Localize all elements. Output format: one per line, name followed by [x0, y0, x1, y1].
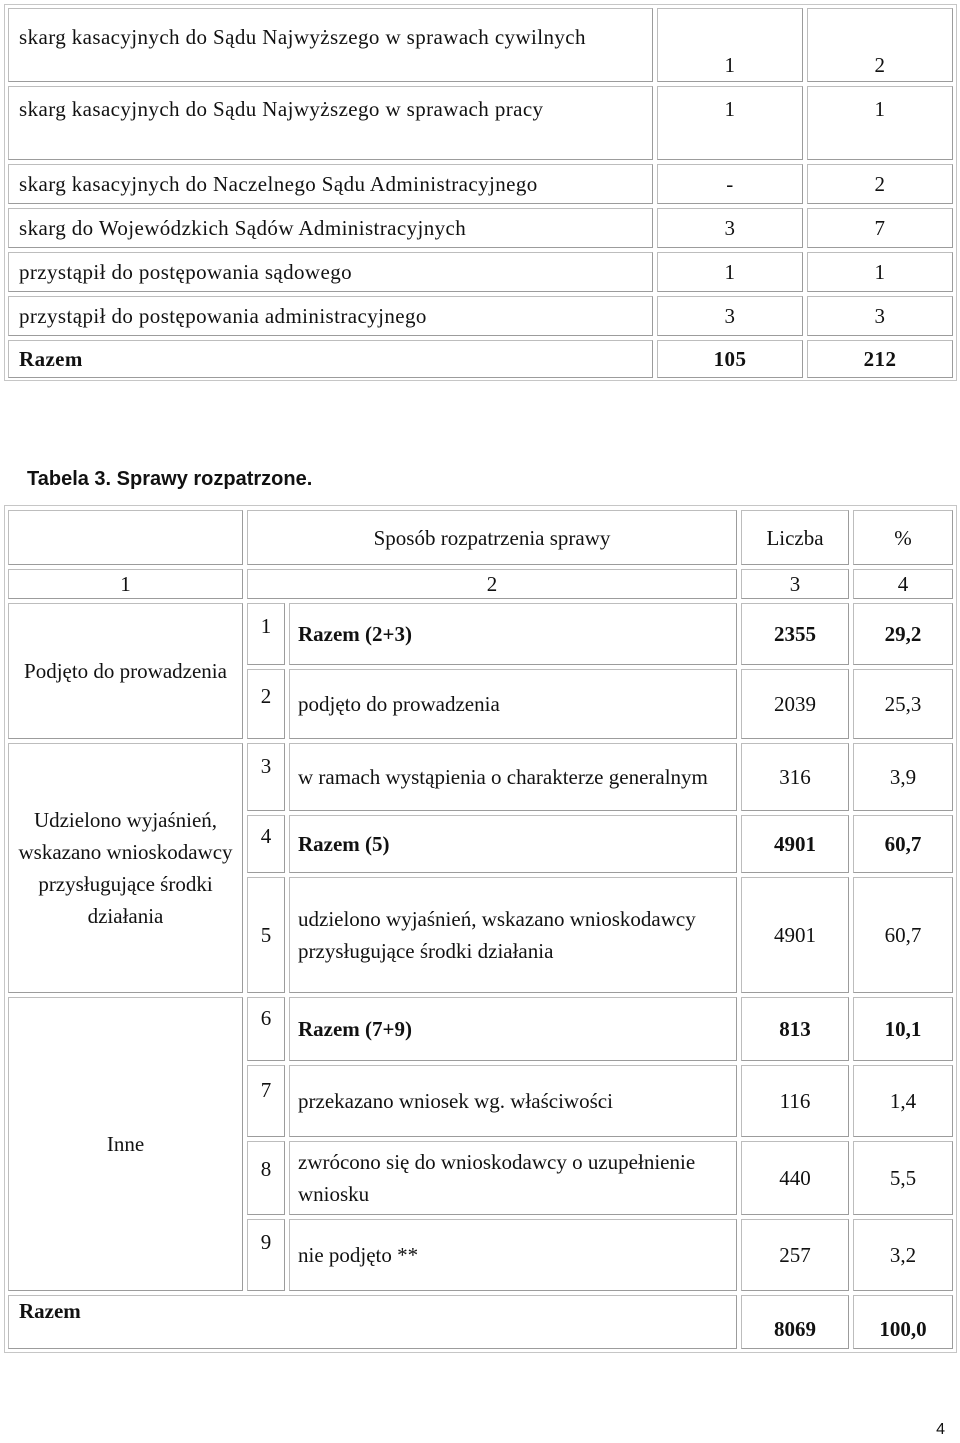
table2-total-pct: 100,0	[853, 1295, 953, 1349]
table2-total-label: Razem	[8, 1295, 737, 1349]
table2-row5-pct: 60,7	[853, 877, 953, 993]
table1-row4-c2: 7	[807, 208, 953, 248]
table1-row4-c1: 3	[657, 208, 803, 248]
table2-row1-label: Razem (2+3)	[289, 603, 737, 665]
table2-header-method: Sposób rozpatrzenia sprawy	[247, 510, 737, 565]
table2-row8-label: zwrócono się do wnioskodawcy o uzupełnienie wniosku	[289, 1141, 737, 1215]
table2-row7-label: przekazano wniosek wg. właściwości	[289, 1065, 737, 1137]
table2-row9-no: 9	[247, 1219, 285, 1291]
table1-row2-c2: 1	[807, 86, 953, 160]
table2-row3-pct: 3,9	[853, 743, 953, 811]
table1-row6-c2: 3	[807, 296, 953, 336]
table2-row6-no: 6	[247, 997, 285, 1061]
table2-colnum-4: 4	[853, 569, 953, 599]
table2-row4-count: 4901	[741, 815, 849, 873]
table2-row5-label: udzielono wyjaśnień, wskazano wnioskodawcy przysługujące środki działania	[289, 877, 737, 993]
table2-row8-count: 440	[741, 1141, 849, 1215]
table2-colnum-3: 3	[741, 569, 849, 599]
table2-group-1: Podjęto do prowadzenia	[8, 603, 243, 739]
table2-row3-label: w ramach wystąpienia o charakterze generalnym	[289, 743, 737, 811]
table2-row1-no: 1	[247, 603, 285, 665]
table2-group-3: Inne	[8, 997, 243, 1291]
table2-total-count: 8069	[741, 1295, 849, 1349]
table1-row3-label: skarg kasacyjnych do Naczelnego Sądu Administracyjnego	[8, 164, 653, 204]
table2-group-2: Udzielono wyjaśnień, wskazano wnioskodawcy przysługujące środki działania	[8, 743, 243, 993]
table2-row6-pct: 10,1	[853, 997, 953, 1061]
table2-row1-count: 2355	[741, 603, 849, 665]
table2-row8-pct: 5,5	[853, 1141, 953, 1215]
table2-row5-no: 5	[247, 877, 285, 993]
table2-row6-count: 813	[741, 997, 849, 1061]
table2-row2-no: 2	[247, 669, 285, 739]
table2-row7-count: 116	[741, 1065, 849, 1137]
table2-row2-count: 2039	[741, 669, 849, 739]
page-number: 4	[936, 1421, 945, 1438]
table2-row3-no: 3	[247, 743, 285, 811]
table1-row6-label: przystąpił do postępowania administracyjnego	[8, 296, 653, 336]
table2-header-pct: %	[853, 510, 953, 565]
table2-row2-label: podjęto do prowadzenia	[289, 669, 737, 739]
table2-row2-pct: 25,3	[853, 669, 953, 739]
table1-row2-c1: 1	[657, 86, 803, 160]
table1-row5-c2: 1	[807, 252, 953, 292]
table2-row4-no: 4	[247, 815, 285, 873]
table2-row7-no: 7	[247, 1065, 285, 1137]
table1-row2-label: skarg kasacyjnych do Sądu Najwyższego w sprawach pracy	[8, 86, 653, 160]
table1-row3-c2: 2	[807, 164, 953, 204]
table2-row3-count: 316	[741, 743, 849, 811]
table2-colnum-1: 1	[8, 569, 243, 599]
table2-row4-pct: 60,7	[853, 815, 953, 873]
table2-row6-label: Razem (7+9)	[289, 997, 737, 1061]
table1-row1-c2: 2	[807, 8, 953, 82]
table2-row5-count: 4901	[741, 877, 849, 993]
table1-total-c1: 105	[657, 340, 803, 378]
table2-row9-pct: 3,2	[853, 1219, 953, 1291]
table1-row5-c1: 1	[657, 252, 803, 292]
table2-row8-no: 8	[247, 1141, 285, 1215]
table1-row3-c1: -	[657, 164, 803, 204]
table2-row9-label: nie podjęto **	[289, 1219, 737, 1291]
table2-row7-pct: 1,4	[853, 1065, 953, 1137]
table1-row4-label: skarg do Wojewódzkich Sądów Administracyjnych	[8, 208, 653, 248]
table1-row5-label: przystąpił do postępowania sądowego	[8, 252, 653, 292]
table1-total-c2: 212	[807, 340, 953, 378]
table1-row6-c1: 3	[657, 296, 803, 336]
table1-total-label: Razem	[8, 340, 653, 378]
table2-caption: Tabela 3. Sprawy rozpatrzone.	[27, 468, 313, 490]
table1-row1-c1: 1	[657, 8, 803, 82]
table1-row1-label: skarg kasacyjnych do Sądu Najwyższego w sprawach cywilnych	[8, 8, 653, 82]
table2-row1-pct: 29,2	[853, 603, 953, 665]
table2-header-blank	[8, 510, 243, 565]
table2-colnum-2: 2	[247, 569, 737, 599]
table2-header-count: Liczba	[741, 510, 849, 565]
table2-row9-count: 257	[741, 1219, 849, 1291]
table2-row4-label: Razem (5)	[289, 815, 737, 873]
